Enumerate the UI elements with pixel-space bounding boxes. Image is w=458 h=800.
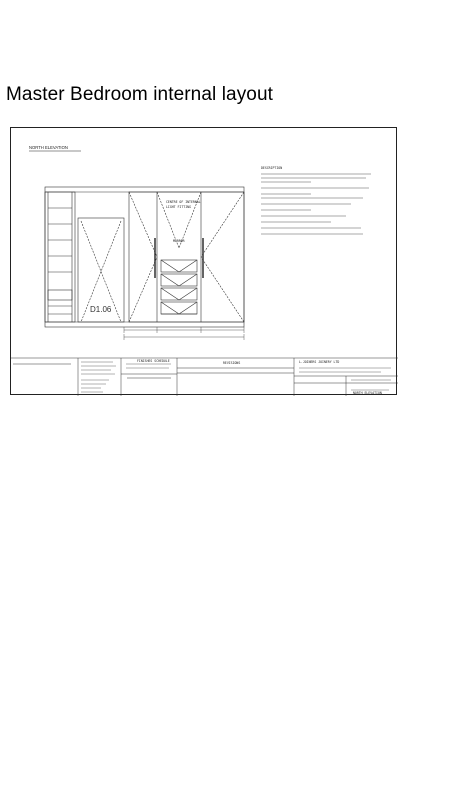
dimension-lines [124, 327, 244, 340]
elevation-title: NORTH ELEVATION [29, 145, 68, 150]
title-block-notes [81, 362, 391, 392]
finishes-heading: FINISHES SCHEDULE [137, 359, 170, 363]
description-text [261, 174, 371, 234]
elevation-outline [45, 187, 244, 327]
wardrobe-note-line-2: LIGHT FITTING [166, 205, 191, 209]
joinery-drawing [11, 128, 398, 396]
drawing-sheet [10, 127, 397, 395]
description-heading: DESCRIPTION [261, 166, 283, 170]
wardrobe-note-line-1: CENTRE OF INTERNAL [166, 200, 201, 204]
company-name: L.JOINERS JOINERY LTD [299, 360, 340, 364]
slide-title: Master Bedroom internal layout [6, 84, 274, 105]
sheet-title: NORTH ELEVATION [353, 391, 382, 395]
revisions-heading: REVISIONS [223, 361, 241, 365]
title-block [11, 358, 398, 396]
door-tag: D1.06 [90, 305, 112, 314]
mirror-label: MIRROR [173, 239, 185, 243]
